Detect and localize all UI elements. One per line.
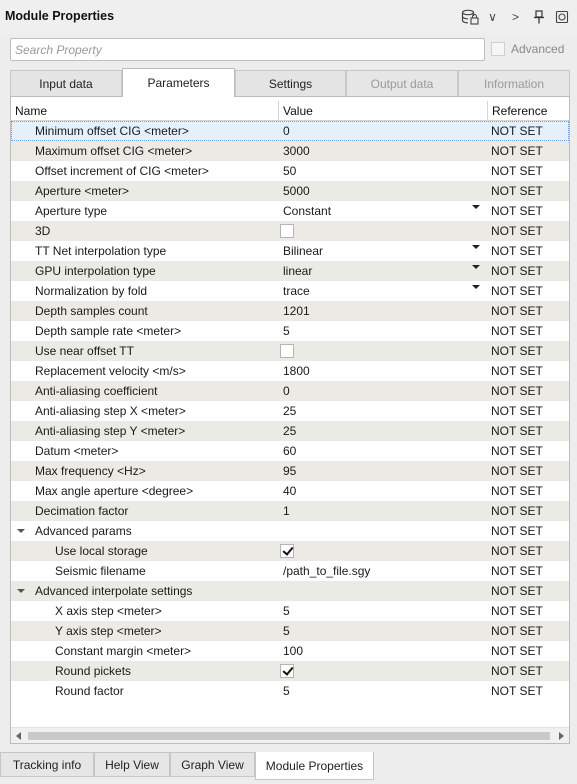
dropdown-arrow-icon[interactable] (472, 245, 480, 249)
dropdown-arrow-icon[interactable] (472, 265, 480, 269)
property-value (283, 521, 487, 541)
advanced-label: Advanced (511, 42, 565, 56)
property-reference[interactable]: NOT SET (491, 184, 543, 198)
property-name: Aperture type (35, 204, 108, 218)
property-checkbox[interactable] (280, 664, 294, 678)
tab-tracking-info[interactable]: Tracking info (0, 752, 94, 777)
dropdown-arrow-icon[interactable] (472, 205, 480, 209)
table-row[interactable] (11, 141, 569, 161)
tab-output-data: Output data (346, 70, 458, 96)
table-row[interactable] (11, 541, 569, 561)
property-reference[interactable]: NOT SET (491, 224, 543, 238)
property-name: Round pickets (55, 664, 132, 678)
property-group-row[interactable] (11, 581, 569, 601)
title-bar-icons (458, 8, 573, 26)
title-bar (0, 0, 577, 34)
property-reference[interactable]: NOT SET (491, 424, 543, 438)
table-row[interactable] (11, 481, 569, 501)
property-reference[interactable]: NOT SET (491, 604, 543, 618)
property-name: Round factor (55, 684, 124, 698)
table-row[interactable] (11, 301, 569, 321)
property-reference[interactable]: NOT SET (491, 404, 543, 418)
property-value[interactable]: 5000 (283, 184, 310, 198)
table-row[interactable] (11, 181, 569, 201)
expand-arrow-icon[interactable] (17, 581, 25, 601)
table-row[interactable] (11, 341, 569, 361)
property-reference[interactable]: NOT SET (491, 544, 543, 558)
properties-panel (10, 96, 570, 744)
property-value[interactable]: 100 (283, 644, 304, 658)
property-reference[interactable]: NOT SET (491, 324, 543, 338)
property-value[interactable]: 5 (283, 324, 290, 338)
property-name: Anti-aliasing coefficient (35, 384, 158, 398)
property-reference[interactable]: NOT SET (491, 244, 543, 258)
search-input[interactable] (10, 38, 485, 61)
tab-help-view[interactable]: Help View (94, 752, 170, 777)
property-name: 3D (35, 224, 51, 238)
header-value[interactable]: Value (278, 101, 487, 121)
property-value[interactable]: 0 (283, 124, 290, 138)
table-row[interactable] (11, 121, 569, 141)
property-name: Depth sample rate <meter> (35, 324, 182, 338)
header-reference[interactable]: Reference (487, 101, 569, 121)
property-name: Anti-aliasing step X <meter> (35, 404, 186, 418)
property-name: Y axis step <meter> (55, 624, 162, 638)
property-name: Replacement velocity <m/s> (35, 364, 186, 378)
property-select[interactable]: Constant (283, 204, 332, 218)
scroll-left-icon[interactable] (11, 728, 27, 744)
scroll-thumb[interactable] (28, 732, 550, 740)
property-reference[interactable]: NOT SET (491, 164, 543, 178)
property-reference[interactable]: NOT SET (491, 644, 543, 658)
property-name: Advanced params (35, 524, 132, 538)
tab-module-properties[interactable]: Module Properties (255, 752, 374, 780)
property-reference[interactable]: NOT SET (491, 504, 543, 518)
property-name: Depth samples count (35, 304, 148, 318)
table-row[interactable] (11, 241, 569, 261)
property-name: Max frequency <Hz> (35, 464, 146, 478)
property-value[interactable]: 50 (283, 164, 297, 178)
table-row[interactable] (11, 221, 569, 241)
property-reference[interactable]: NOT SET (491, 304, 543, 318)
tab-information: Information (458, 70, 570, 96)
table-row[interactable] (11, 361, 569, 381)
advanced-checkbox[interactable] (491, 42, 505, 56)
table-row[interactable] (11, 281, 569, 301)
property-name: Offset increment of CIG <meter> (35, 164, 209, 178)
property-checkbox[interactable] (280, 544, 294, 558)
property-name: Seismic filename (55, 564, 146, 578)
table-row[interactable] (11, 381, 569, 401)
property-name: Maximum offset CIG <meter> (35, 144, 193, 158)
table-row[interactable] (11, 261, 569, 281)
property-value[interactable]: 5 (283, 684, 290, 698)
property-value[interactable]: 5 (283, 604, 290, 618)
property-reference[interactable]: NOT SET (491, 564, 543, 578)
property-reference[interactable]: NOT SET (491, 364, 543, 378)
table-row[interactable] (11, 161, 569, 181)
tab-graph-view[interactable]: Graph View (170, 752, 255, 777)
pin-icon[interactable] (527, 8, 550, 26)
window-title: Module Properties (5, 9, 115, 23)
property-value[interactable]: 0 (283, 384, 290, 398)
property-select[interactable]: linear (283, 264, 313, 278)
property-name: Normalization by fold (35, 284, 148, 298)
table-row[interactable] (11, 621, 569, 641)
database-icon[interactable] (458, 8, 481, 26)
property-value[interactable]: 1 (283, 504, 290, 518)
tab-parameters[interactable]: Parameters (122, 68, 235, 97)
property-reference[interactable]: NOT SET (491, 624, 543, 638)
dropdown-arrow-icon[interactable] (472, 285, 480, 289)
tab-bar (10, 68, 570, 96)
tab-input-data[interactable]: Input data (10, 70, 122, 96)
property-reference[interactable]: NOT SET (491, 284, 543, 298)
table-row[interactable] (11, 561, 569, 581)
property-value[interactable]: 3000 (283, 144, 310, 158)
table-row[interactable] (11, 201, 569, 221)
property-value[interactable]: 5 (283, 624, 290, 638)
property-reference[interactable]: NOT SET (491, 124, 543, 138)
property-name: TT Net interpolation type (35, 244, 167, 258)
property-reference[interactable]: NOT SET (491, 464, 543, 478)
property-name: Advanced interpolate settings (35, 584, 193, 598)
bottom-tab-bar (0, 752, 577, 780)
property-reference[interactable]: NOT SET (491, 144, 543, 158)
close-window-icon[interactable] (550, 8, 573, 26)
property-value[interactable]: /path_to_file.sgy (283, 564, 371, 578)
property-reference[interactable]: NOT SET (491, 444, 543, 458)
property-rows (11, 121, 569, 701)
property-reference[interactable]: NOT SET (491, 524, 543, 538)
chevron-down-icon[interactable]: ∨ (488, 10, 497, 24)
property-reference[interactable]: NOT SET (491, 344, 543, 358)
horizontal-scrollbar[interactable] (11, 727, 569, 743)
property-value[interactable]: 60 (283, 444, 297, 458)
property-reference[interactable]: NOT SET (491, 384, 543, 398)
table-row[interactable] (11, 601, 569, 621)
tab-settings[interactable]: Settings (235, 70, 346, 96)
property-reference[interactable]: NOT SET (491, 684, 543, 698)
property-value[interactable]: 95 (283, 464, 297, 478)
property-select[interactable]: Bilinear (283, 244, 324, 258)
property-reference[interactable]: NOT SET (491, 264, 543, 278)
table-row[interactable] (11, 461, 569, 481)
property-value[interactable]: 1201 (283, 304, 310, 318)
table-row[interactable] (11, 421, 569, 441)
property-name: Constant margin <meter> (55, 644, 192, 658)
header-name[interactable]: Name (15, 104, 48, 118)
property-name: Datum <meter> (35, 444, 119, 458)
property-value[interactable]: 40 (283, 484, 297, 498)
property-value[interactable]: 25 (283, 424, 297, 438)
property-value[interactable]: 25 (283, 404, 297, 418)
property-name: Use near offset TT (35, 344, 134, 358)
property-checkbox[interactable] (280, 344, 294, 358)
chevron-right-icon[interactable]: > (511, 10, 519, 24)
property-name: Max angle aperture <degree> (35, 484, 194, 498)
property-reference[interactable]: NOT SET (491, 584, 543, 598)
property-name: Anti-aliasing step Y <meter> (35, 424, 186, 438)
property-value (283, 581, 487, 601)
property-group-row[interactable] (11, 521, 569, 541)
property-select[interactable]: trace (283, 284, 310, 298)
table-row[interactable] (11, 501, 569, 521)
table-row[interactable] (11, 641, 569, 661)
property-reference[interactable]: NOT SET (491, 664, 543, 678)
property-reference[interactable]: NOT SET (491, 484, 543, 498)
property-value[interactable]: 1800 (283, 364, 310, 378)
table-row[interactable] (11, 661, 569, 681)
table-row[interactable] (11, 681, 569, 701)
property-name: GPU interpolation type (35, 264, 156, 278)
property-name: Use local storage (55, 544, 148, 558)
table-row[interactable] (11, 441, 569, 461)
table-header (11, 101, 569, 121)
table-row[interactable] (11, 401, 569, 421)
property-name: Minimum offset CIG <meter> (35, 124, 189, 138)
scroll-right-icon[interactable] (553, 728, 569, 744)
property-name: Decimation factor (35, 504, 129, 518)
advanced-toggle[interactable] (491, 42, 564, 56)
property-checkbox[interactable] (280, 224, 294, 238)
table-row[interactable] (11, 321, 569, 341)
property-name: X axis step <meter> (55, 604, 162, 618)
expand-arrow-icon[interactable] (17, 521, 25, 541)
property-reference[interactable]: NOT SET (491, 204, 543, 218)
property-name: Aperture <meter> (35, 184, 130, 198)
